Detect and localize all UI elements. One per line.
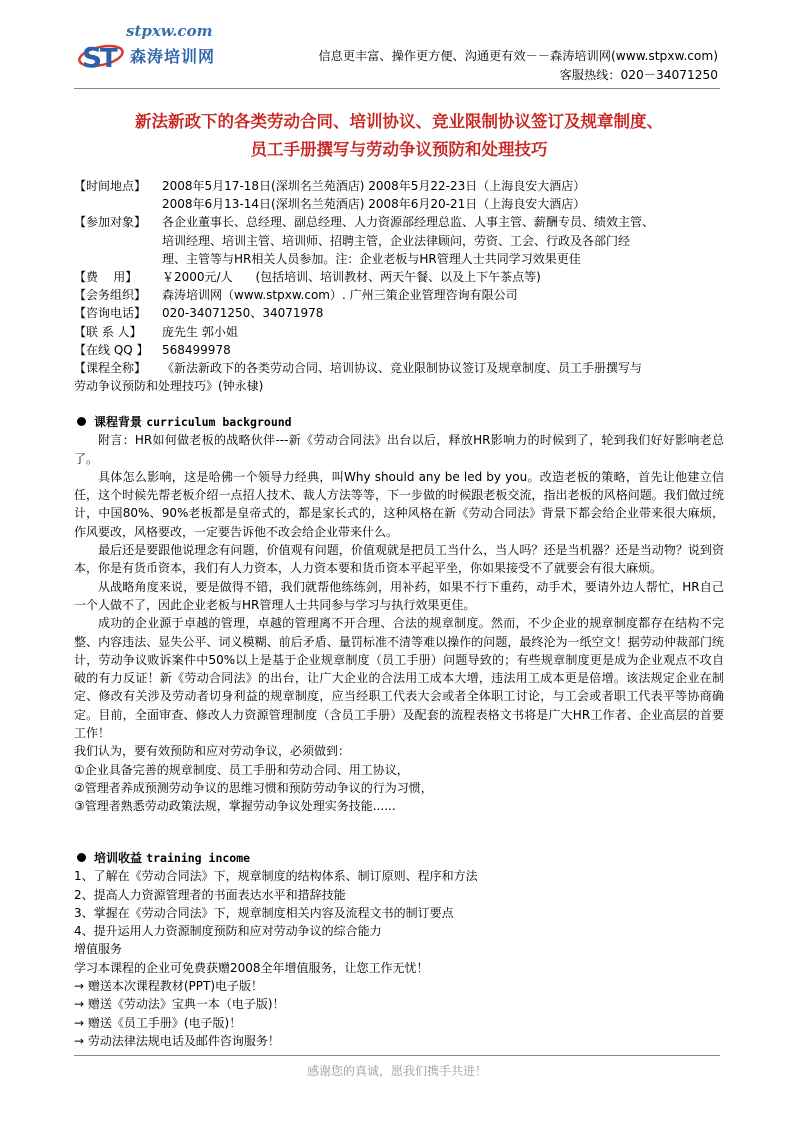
title-line-1: 新法新政下的各类劳动合同、培训协议、竞业限制协议签订及规章制度、: [135, 112, 663, 131]
section-background: [74, 413, 724, 816]
info-label: 【联 系 人】: [74, 324, 142, 339]
info-value: 各企业董事长、总经理、副总经理、人力资源部经理总监、人事主管、薪酬专员、绩效主管、: [162, 215, 655, 230]
list-item: 1、了解在《劳动合同法》下，规章制度的结构体系、制订原则、程序和方法: [74, 869, 478, 884]
section-heading: [74, 413, 724, 431]
heading-cn: 培训收益: [94, 851, 143, 865]
paragraph: 附言：HR如何做老板的战略伙伴---新《劳动合同法》出台以后，释放HR影响力的时候到了，轮到我们好好影响老总了。: [74, 433, 724, 466]
paragraph: 从战略角度来说，要是做得不错，我们就帮他练练剑，用补药，如果不行下重药，动手术，要请外边人帮忙，HR自己一个人做不了，因此企业老板与HR管理人士共同参与学习与执行效果更佳。: [74, 579, 724, 612]
list-item: ②管理者养成预测劳动争议的思维习惯和预防劳动争议的行为习惯，: [74, 780, 433, 795]
info-value: ￥2000元/人 (包括培训、培训教材、两天午餐、以及上下午茶点等): [162, 270, 541, 285]
svg-text:S: S: [82, 41, 103, 74]
info-value: 2008年6月13-14日(深圳名兰苑酒店) 2008年6月20-21日（上海良安大酒店）: [162, 197, 586, 212]
value-item: → 赠送本次课程教材(PPT)电子版！: [74, 979, 264, 994]
info-label: 【费 用】: [74, 270, 138, 285]
info-row-course: [74, 359, 734, 377]
list-item: ③管理者熟悉劳动政策法规，掌握劳动争议处理实务技能......: [74, 799, 396, 814]
logo[interactable]: [78, 22, 228, 78]
list-item: 2、提高人力资源管理者的书面表达水平和措辞技能: [74, 887, 346, 902]
heading-en: curriculum background: [146, 415, 292, 429]
value-title: 增值服务: [74, 942, 123, 957]
info-row-contact: [74, 323, 734, 341]
info-value: 庞先生 郭小姐: [162, 324, 238, 339]
info-value: 《新法新政下的各类劳动合同、培训协议、竞业限制协议签订及规章制度、员工手册撰写与: [162, 361, 643, 376]
logo-url: stpxw.com: [126, 22, 213, 40]
info-label: 【时间地点】: [74, 179, 147, 193]
heading-cn: 课程背景: [94, 415, 143, 429]
info-label: 【会务组织】: [74, 288, 147, 303]
course-info: [74, 177, 734, 395]
bullet-icon: [77, 417, 86, 426]
value-item: → 赠送《员工手册》(电子版)！: [74, 1015, 242, 1030]
info-label: 【在线 QQ 】: [74, 342, 149, 357]
info-value: 568499978: [162, 342, 231, 357]
header-tagline: 信息更丰富、操作更方便、沟通更有效－－森涛培训网(www.stpxw.com): [318, 49, 718, 63]
title-line-2: 员工手册撰写与劳动争议预防和处理技巧: [250, 140, 548, 159]
list-item: 4、提升运用人力资源制度预防和应对劳动争议的综合能力: [74, 924, 382, 939]
list-item: 3、掌握在《劳动合同法》下，规章制度相关内容及流程文书的制订要点: [74, 905, 454, 920]
info-value: 020-34071250、34071978: [162, 306, 324, 321]
document-title: [74, 108, 724, 164]
info-value: 培训经理、培训主管、培训师、招聘主管，企业法律顾问，劳资、工会、行政及各部门经: [162, 233, 631, 248]
info-row-time: [74, 177, 734, 195]
value-item: → 赠送《劳动法》宝典一本（电子版)！: [74, 997, 285, 1012]
paragraph: 成功的企业源于卓越的管理，卓越的管理离不开合理、合法的规章制度。然而，不少企业的规章制度都存在结构不完整、内容违法、显失公平、词义模糊、前后矛盾、量罚标准不清等难以操作的问题，最终沦为一纸空文！据劳动仲裁部门统计，劳动争议败诉案件中50%以上是基于企业规章制度（员工手册）问题导致的；有些规章制度更是成为企业观点不攻自破的有力反证！新《劳动合同法》的出台，让广大企业的合法用工成本大增，违法用工成本更是倍增。该法规定企业在制定、修改有关涉及劳动者切身利益的规章制度，应当经职工代表大会或者全体职工讨论，与工会或者职工代表平等协商确定。目前，全面审查、修改人力资源管理制度（含员工手册）及配套的流程表格文书将是广大HR工作者、企业高层的首要工作！: [74, 616, 724, 741]
header-divider: [74, 88, 720, 89]
info-row-fee: [74, 268, 734, 286]
footer-text: 感谢您的真诚，愿我们携手共进！: [306, 1064, 487, 1078]
info-row-phone: [74, 304, 734, 322]
paragraph: 最后还是要跟他说理念有问题，价值观有问题，价值观就是把员工当什么，当人吗？还是当机器？还是当动物？说到资本，你是有货币资本，我们有人力资本，人力资本要和货币资本平起平坐，你如果接受不了就要会有很大麻烦。: [74, 543, 724, 576]
value-item: → 劳动法律法规电话及邮件咨询服务！: [74, 1033, 280, 1048]
info-row-qq: [74, 341, 734, 359]
info-label: 【咨询电话】: [74, 306, 147, 321]
bullet-icon: [77, 853, 86, 862]
logo-mark-icon: [78, 36, 124, 76]
section-income: [74, 849, 724, 1050]
header-hotline: 客服热线：020－34071250: [559, 68, 718, 82]
info-value: 劳动争议预防和处理技巧》(钟永棣): [74, 379, 264, 394]
info-value: 森涛培训网（www.stpxw.com）. 广州三策企业管理咨询有限公司: [162, 288, 518, 303]
heading-en: training income: [146, 851, 251, 865]
info-row-audience: [74, 213, 734, 231]
info-row-org: [74, 286, 734, 304]
list-item: ①企业具备完善的规章制度、员工手册和劳动合同、用工协议，: [74, 762, 409, 777]
logo-name: 森涛培训网: [130, 47, 216, 66]
header-info: [319, 47, 719, 85]
paragraph: 具体怎么影响，这是哈佛一个领导力经典，叫Why should any be led by you。改造老板的策略，首先让他建立信任，这个时候先帮老板介绍一点招人技术、裁人方法等等，下一步做的时候跟老板交流，指出老板的风格问题。我们做过统计，中国80%、90%老板都是皇帝式的，都是家长式的，这种风格在新《劳动合同法》背景下都会给企业带来很大麻烦，作风要改，风格要改，一定要告诉他不改会给企业带来什么。: [74, 469, 724, 539]
section-heading: [74, 849, 724, 867]
info-label: 【课程全称】: [74, 361, 147, 376]
paragraph: 我们认为，要有效预防和应对劳动争议，必须做到：: [74, 744, 351, 759]
footer-divider: [74, 1055, 720, 1056]
info-value: 2008年5月17-18日(深圳名兰苑酒店) 2008年5月22-23日（上海良安大酒店）: [162, 179, 586, 193]
svg-text:T: T: [100, 44, 118, 74]
info-label: 【参加对象】: [74, 215, 147, 230]
info-value: 理、主管等与HR相关人员参加。注：企业老板与HR管理人士共同学习效果更佳: [162, 251, 581, 266]
value-intro: 学习本课程的企业可免费获赠2008全年增值服务，让您工作无忧！: [74, 960, 429, 975]
